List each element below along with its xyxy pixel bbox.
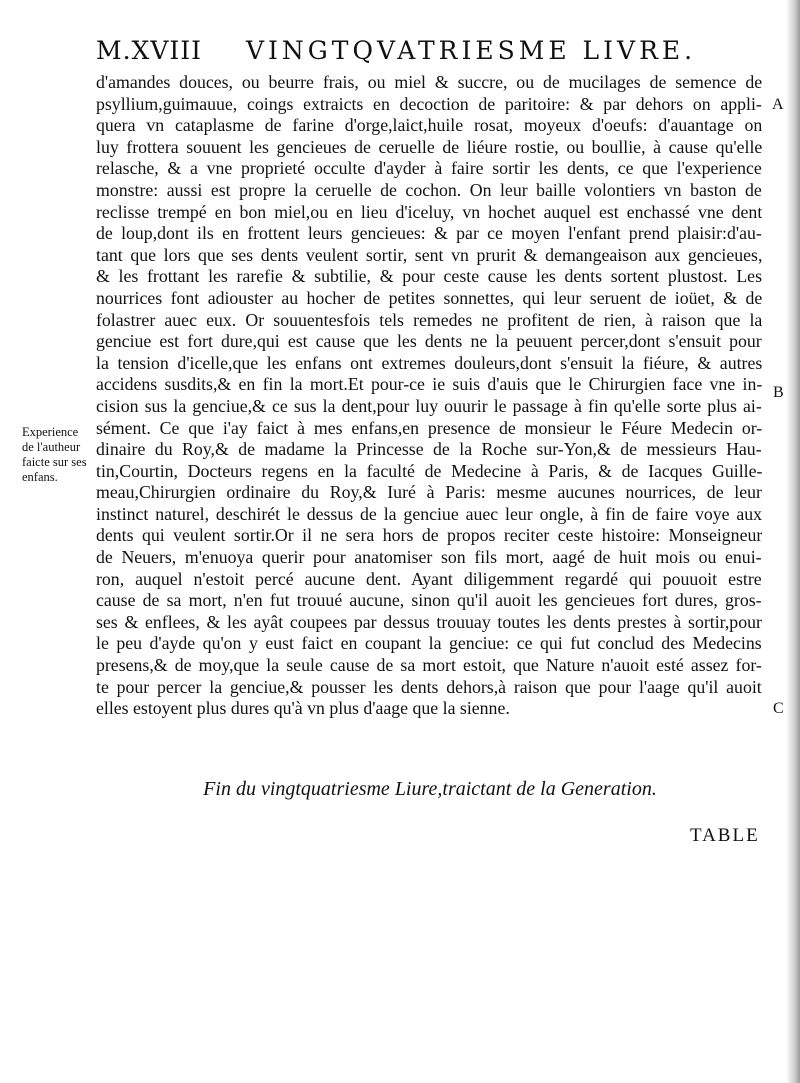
marginal-note [22, 425, 94, 485]
text-line: folastrer auec eux. Or souuentesfois tels remedes ne profitent de rien, à raison que la [96, 309, 762, 330]
text-line: elles estoyent plus dures qu'à vn plus d'aage que la sienne. [96, 698, 510, 719]
text-line: le peu d'ayde qu'on y eust faict en coupant la genciue: ce qui fut conclud des Medecins [96, 633, 762, 654]
text-line: sément. Ce que i'ay faict à mes enfans,en presence de monsieur le Féure Medecin or- [96, 417, 762, 438]
text-line: de loup,dont ils en frottent leurs gencieues: & par ce moyen l'enfant prend plaisir:d'au- [96, 223, 762, 244]
text-line: luy frottera souuent les gencieues de ceruelle de liéure rostie, ou boullie, à cause qu'elle [96, 136, 762, 157]
page-edge-shadow [786, 0, 800, 1083]
text-line: presens,& de moy,que la seule cause de sa mort estoit, que Nature n'auoit esté assez for- [96, 655, 762, 676]
text-line: dinaire du Roy,& de madame la Princesse de la Roche sur-Yon,& de messieurs Hau- [96, 439, 762, 460]
text-line: ron, auquel n'estoit percé aucune dent. Ayant diligemment regardé qui pouuoit estre [96, 568, 762, 589]
text-line: & les frottant les rarefie & subtilie, & pour ceste cause les dents sortent plustost. Les [96, 266, 762, 287]
text-line: meau,Chirurgien ordinaire du Roy,& Iuré à Paris: mesme aucunes nourrices, de leur [96, 482, 762, 503]
marginal-note-line: faicte sur ses [22, 455, 87, 469]
text-line: relasche, & a vne proprieté occulte d'ayder à faire sortir les dents, ce que l'experience [96, 158, 762, 179]
marginal-note-line: enfans. [22, 470, 58, 484]
page-header [96, 36, 776, 72]
text-line: tant que lors que ses dents veulent sortir, sent vn prurit & demangeaison aux gencieues, [96, 244, 762, 265]
text-line: ses & enflees, & les ayât coupees par dessus trouuay toutes les dents prestes à sortir,pour [96, 611, 762, 632]
marginal-note-line: Experience [22, 425, 79, 439]
text-line: accidens susdits,& en fin la mort.Et pour-ce ie suis d'auis que le Chirurgien face vne in- [96, 374, 762, 395]
text-line: reclisse trempé en bon miel,ou en lieu d'iceluy, vn hochet auquel est enchassé vne dent [96, 201, 762, 222]
text-line: nourrices font adiouster au hocher de petites sonnettes, qui leur seruent de ioüet, & de [96, 287, 762, 308]
text-line: la tension d'icelle,que les enfans ont extremes douleurs,dont s'ensuit la fiéure, & autres [96, 352, 762, 373]
text-line: dents qui veulent sortir.Or il ne sera hors de propos reciter ceste histoire: Monseigneur [96, 525, 762, 546]
body-text [96, 72, 762, 720]
text-line: quera vn cataplasme de farine d'orge,laict,huile rosat, moyeux d'oeufs: d'auantage on [96, 115, 762, 136]
text-line: genciue est fort dure,qui est cause que les dents ne la peuuent percer,dont s'ensuit pour [96, 331, 762, 352]
folio-number: M.XVIII [96, 36, 203, 65]
margin-marker-b: B [773, 384, 784, 401]
marginal-note-line: de l'autheur [22, 440, 81, 454]
text-line: tin,Courtin, Docteurs regens en la faculté de Medecine à Paris, & de Iacques Guille- [96, 460, 762, 481]
margin-marker-c: C [773, 700, 784, 717]
text-line: d'amandes douces, ou beurre frais, ou miel & succre, ou de mucilages de semence de [96, 72, 762, 92]
text-line: cause de sa mort, n'en fut trouué aucune, sinon qu'il auoit les gencieues fort dures, gros- [96, 590, 762, 611]
text-line: cision sus la genciue,& ce sus la dent,pour luy ouurir le passage à fin qu'elle sorte plus ai- [96, 395, 762, 416]
book-colophon: Fin du vingtquatriesme Liure,traictant de la Generation. [203, 778, 657, 800]
text-line: de Neuers, m'enuoya querir pour anatomiser son fils mort, aagé de huit mois ou enui- [96, 547, 762, 568]
text-line: psyllium,guimauue, coings extraicts en decoction de paritoire: & par dehors on appli- [96, 93, 762, 114]
catchword: TABLE [690, 825, 760, 846]
text-line: instinct naturel, deschirét le dessus de la genciue auec leur ongle, à fin de faire voye aux [96, 503, 762, 524]
text-line: te pour percer la genciue,& pousser les dents dehors,à raison que pour l'aage qu'il auoit [96, 676, 762, 697]
margin-marker-a: A [772, 96, 784, 113]
text-line: monstre: aussi est propre la ceruelle de cochon. On leur baille volontiers vn baston de [96, 179, 762, 200]
running-title: VINGTQVATRIESME LIVRE. [246, 36, 697, 65]
